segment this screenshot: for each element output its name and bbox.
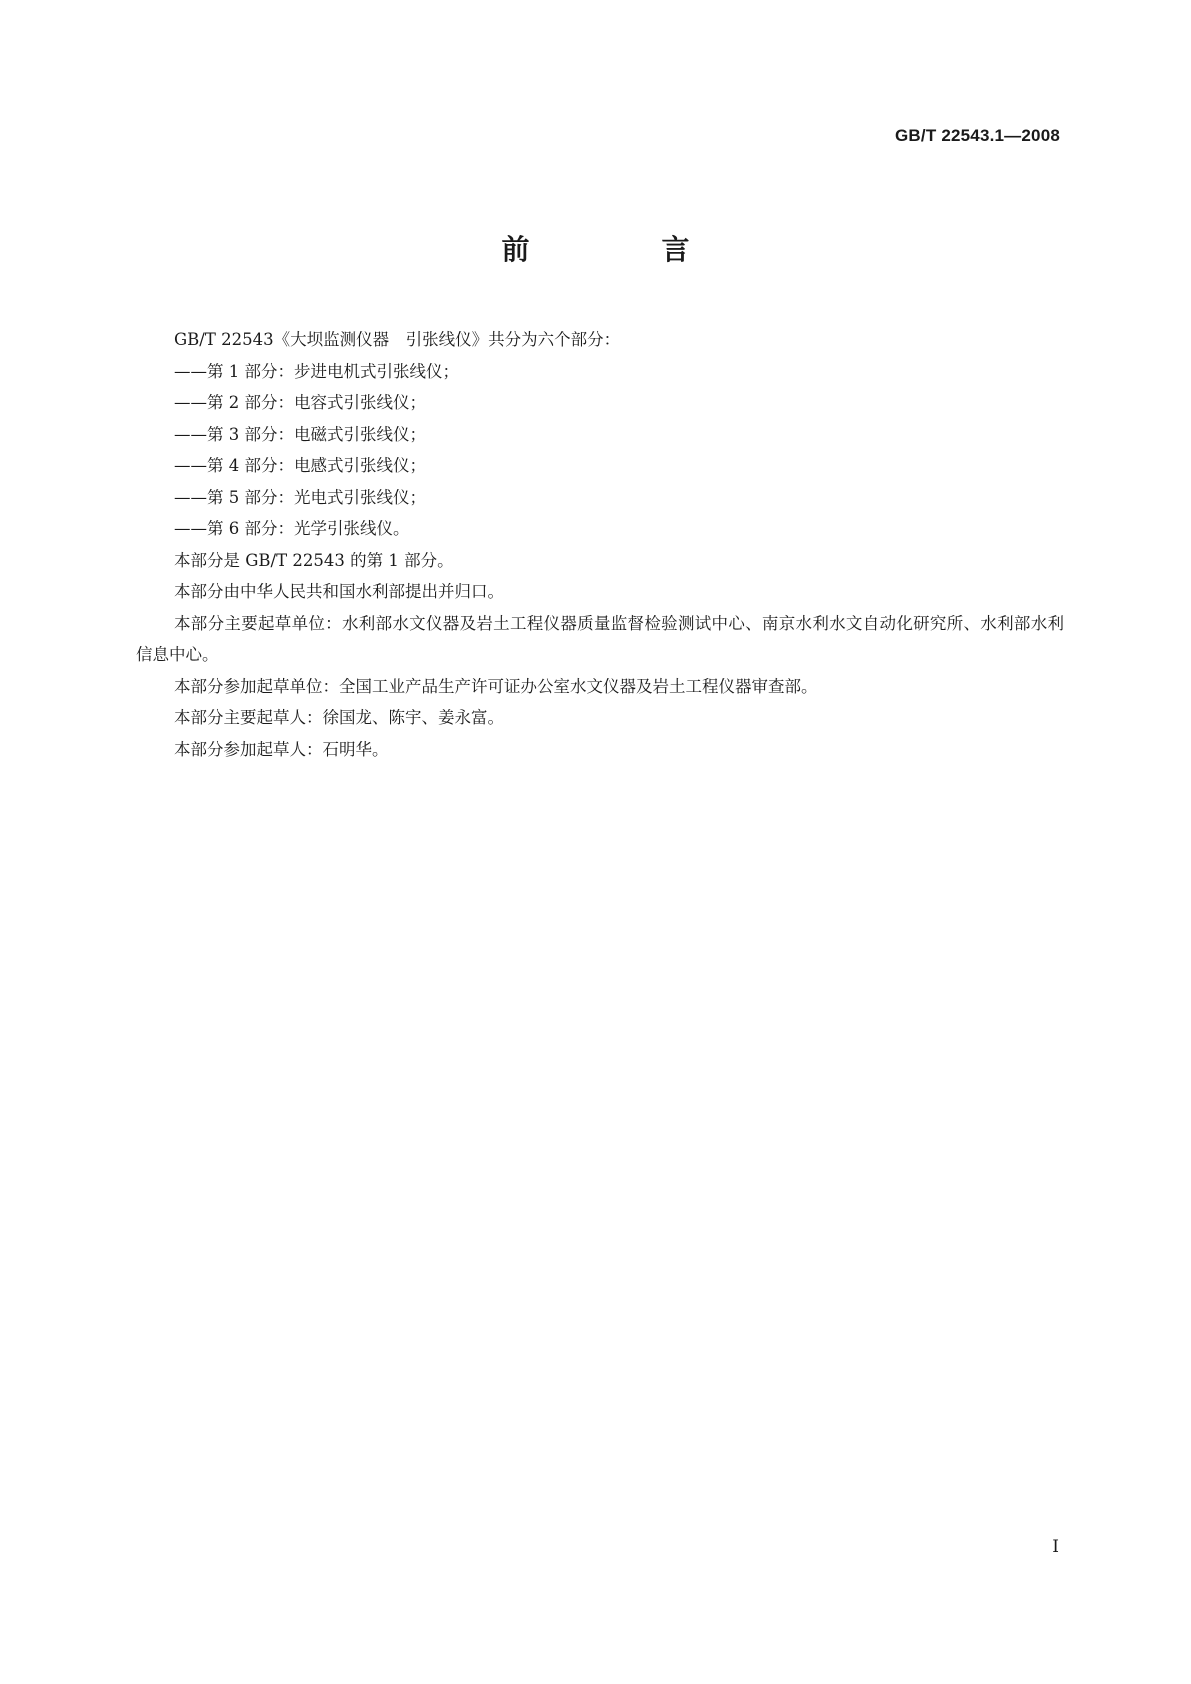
paragraph-main-drafting-units: 本部分主要起草单位：水利部水文仪器及岩土工程仪器质量监督检验测试中心、南京水利水文自动化研究所、水利部水利信息中心。 — [136, 613, 1064, 664]
list-item-part-6: ——第 6 部分：光学引张线仪。 — [174, 519, 410, 538]
paragraph-part-statement: 本部分是 GB/T 22543 的第 1 部分。 — [174, 550, 454, 570]
paragraph-participating-drafters: 本部分参加起草人：石明华。 — [174, 739, 389, 759]
list-item-part-3: ——第 3 部分：电磁式引张线仪； — [174, 424, 426, 444]
list-item-part-4: ——第 4 部分：电感式引张线仪； — [174, 456, 426, 475]
standard-code: GB/T 22543.1—2008 — [895, 126, 1060, 145]
list-item-part-5: ——第 5 部分：光电式引张线仪； — [174, 487, 426, 507]
foreword-body — [136, 324, 1064, 765]
page-number: I — [1052, 1537, 1059, 1557]
paragraph-proposer: 本部分由中华人民共和国水利部提出并归口。 — [174, 582, 504, 601]
page-title: 前 言 — [501, 233, 742, 266]
list-item-part-2: ——第 2 部分：电容式引张线仪； — [174, 393, 426, 412]
paragraph-participating-units: 本部分参加起草单位：全国工业产品生产许可证办公室水文仪器及岩土工程仪器审查部。 — [174, 676, 818, 696]
list-item-part-1: ——第 1 部分：步进电机式引张线仪； — [174, 361, 459, 381]
paragraph-intro: GB/T 22543《大坝监测仪器 引张线仪》共分为六个部分： — [174, 330, 621, 349]
paragraph-main-drafters: 本部分主要起草人：徐国龙、陈宇、姜永富。 — [174, 708, 504, 727]
